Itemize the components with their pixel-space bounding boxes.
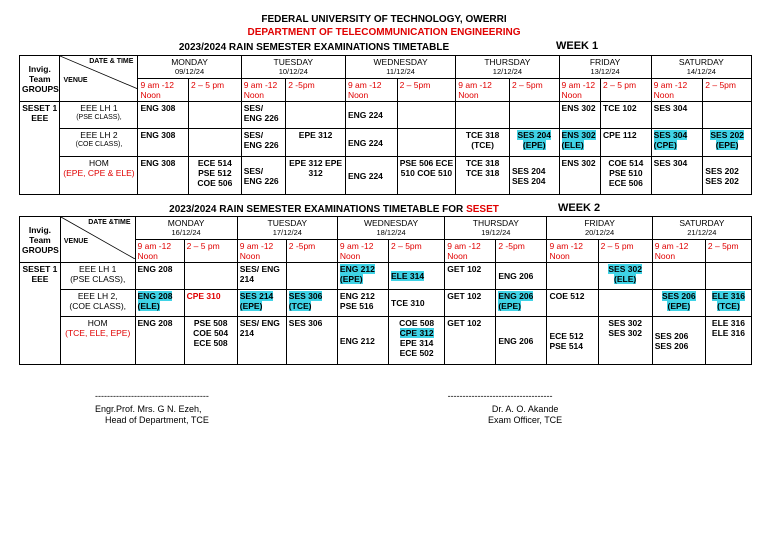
exam-cell: SES/ ENG 226 [241,102,286,129]
exam-cell: SES 202 (EPE) [703,129,752,157]
exam-cell: COE 512 [547,290,598,317]
exam-cell: SES 304 (CPE) [651,129,703,157]
time-slot: 9 am -12 Noon [241,79,286,102]
venue-cell: HOM (TCE, ELE, EPE) [60,317,135,365]
exam-cell [286,263,337,290]
exam-cell [705,263,751,290]
signature-line: ----------------------------------- [447,391,553,401]
time-slot: 2 – 5pm [397,79,456,102]
exam-cell: SES/ ENG 214 [237,317,286,365]
exam-cell: SES 206 (EPE) [652,290,705,317]
time-slot: 9 am -12 Noon [345,79,397,102]
exam-cell: TCE 318 TCE 318 [456,157,510,195]
exam-cell: PSE 508 COE 504 ECE 508 [184,317,237,365]
exam-cell: ELE 314 [389,263,445,290]
exam-cell: ENG 308 [138,157,189,195]
exam-cell: PSE 506 ECE 510 COE 510 [397,157,456,195]
time-slot: 9 am -12 Noon [138,79,189,102]
exam-cell: SES 306 [286,317,337,365]
exam-cell: SES 304 [651,102,703,129]
exam-cell: SES 306 (TCE) [286,290,337,317]
exam-cell: ENG 224 [345,157,397,195]
day-header: FRIDAY 13/12/24 [559,56,651,79]
exam-cell: ENG 224 [345,102,397,129]
signatory-name: Dr. A. O. Akande [491,404,559,414]
exam-cell: SES 214 (EPE) [237,290,286,317]
day-header: MONDAY 09/12/24 [138,56,241,79]
venue-label: VENUE [63,77,88,84]
group-label: SESET 1 EEE [20,102,60,195]
day-header: TUESDAY 10/12/24 [241,56,345,79]
time-slot: 9 am -12 Noon [445,240,496,263]
exam-cell [652,263,705,290]
exam-officer-signature-block [438,391,562,426]
exam-cell: ENG 206 (EPE) [496,290,547,317]
exam-cell: ENG 208 (ELE) [135,290,184,317]
venue-cell: EEE LH 1 (PSE CLASS), [60,263,135,290]
day-header: FRIDAY 20/12/24 [547,217,652,240]
date-venue-header [60,56,138,102]
exam-cell: COE 514 PSE 510 ECE 506 [601,157,652,195]
time-slot: 2 -5pm [496,240,547,263]
exam-cell: ENG 308 [138,102,189,129]
exam-cell [703,102,752,129]
groups-header: Invig. Team GROUPS [20,56,60,102]
exam-cell: ENS 302 [559,157,601,195]
time-slot: 2 – 5pm [703,79,752,102]
exam-cell: GET 102 [445,317,496,365]
exam-cell [189,129,242,157]
exam-cell: ENS 302 [559,102,601,129]
time-slot: 9 am -12 Noon [651,79,703,102]
exam-cell: ECE 512 PSE 514 [547,317,598,365]
week2-timetable [19,216,752,365]
day-header: SATURDAY 21/12/24 [652,217,751,240]
exam-cell: TCE 318 (TCE) [456,129,510,157]
exam-cell: ECE 514 PSE 512 COE 506 [189,157,242,195]
exam-cell: ENG 212 (EPE) [337,263,388,290]
week2-label: WEEK 2 [558,202,601,214]
exam-cell: COE 508 CPE 312 EPE 314 ECE 502 [389,317,445,365]
exam-cell [189,102,242,129]
day-header: WEDNESDAY 11/12/24 [345,56,455,79]
exam-cell: ENG 206 [496,317,547,365]
exam-cell [397,102,456,129]
time-slot: 2 – 5pm [389,240,445,263]
exam-cell [286,102,346,129]
exam-cell: ENG 206 [496,263,547,290]
venue-cell: EEE LH 1 (PSE CLASS), [60,102,138,129]
exam-cell: ELE 316 ELE 316 [705,317,751,365]
exam-cell: ENG 212 PSE 516 [337,290,388,317]
exam-cell: EPE 312 [286,129,346,157]
time-slot: 9 am -12 Noon [135,240,184,263]
day-header: TUESDAY 17/12/24 [237,217,337,240]
exam-cell: SES/ ENG 214 [237,263,286,290]
exam-cell [547,263,598,290]
time-slot: 9 am -12 Noon [547,240,598,263]
signature-line: -------------------------------------- [95,391,209,401]
time-slot: 9 am -12 Noon [559,79,601,102]
exam-cell: SES 202 SES 202 [703,157,752,195]
exam-cell: GET 102 [445,290,496,317]
exam-cell: EPE 312 EPE 312 [286,157,346,195]
exam-cell: SES 302 SES 302 [598,317,652,365]
exam-cell: SES 204 (EPE) [509,129,559,157]
time-slot: 2 – 5 pm [184,240,237,263]
time-slot: 9 am -12 Noon [456,79,510,102]
exam-cell: SES 204 SES 204 [509,157,559,195]
signatory-name: Engr.Prof. Mrs. G N. Ezeh, [95,404,202,414]
venue-cell: HOM (EPE, CPE & ELE) [60,157,138,195]
week1-label: WEEK 1 [556,40,599,52]
date-venue-header [60,217,135,263]
day-header: THURSDAY 19/12/24 [445,217,547,240]
time-slot: 9 am -12 Noon [652,240,705,263]
venue-cell: EEE LH 2, (COE CLASS), [60,290,135,317]
exam-cell: GET 102 [445,263,496,290]
day-header: THURSDAY 12/12/24 [456,56,559,79]
exam-cell: ENG 224 [345,129,397,157]
time-slot: 2 -5pm [286,79,346,102]
exam-cell: ELE 316 (TCE) [705,290,751,317]
university-name: FEDERAL UNIVERSITY OF TECHNOLOGY, OWERRI [261,14,507,25]
week2-title: 2023/2024 RAIN SEMESTER EXAMINATIONS TIMETABLE FOR SESET [169,204,499,215]
exam-cell [456,102,510,129]
group-label: SESET 1 EEE [20,263,61,365]
signatory-title: Exam Officer, TCE [488,415,563,425]
exam-cell: ENG 212 [337,317,388,365]
date-time-label: DATE & TIME [89,58,134,65]
time-slot: 2 – 5 pm [598,240,652,263]
exam-cell: CPE 310 [184,290,237,317]
week1-title: 2023/2024 RAIN SEMESTER EXAMINATIONS TIMETABLE [178,42,450,53]
time-slot: 2 – 5pm [509,79,559,102]
date-time-label: DATE &TIME [88,219,131,226]
time-slot: 2 – 5pm [705,240,751,263]
time-slot: 2 – 5 pm [189,79,242,102]
time-slot: 2 – 5 pm [601,79,652,102]
exam-cell: SES/ ENG 226 [241,129,286,157]
exam-cell: ENG 208 [135,317,184,365]
groups-header: Invig. Team GROUPS [20,217,61,263]
venue-cell: EEE LH 2 (COE CLASS), [60,129,138,157]
day-header: MONDAY 16/12/24 [135,217,237,240]
exam-cell: CPE 112 [601,129,652,157]
week1-timetable [19,55,752,195]
day-header: SATURDAY 14/12/24 [651,56,751,79]
day-header: WEDNESDAY 18/12/24 [337,217,444,240]
exam-cell: ENG 308 [138,129,189,157]
hod-signature-block [95,391,209,426]
time-slot: 2 -5pm [286,240,337,263]
venue-label: VENUE [63,238,89,245]
exam-cell [397,129,456,157]
department-name: DEPARTMENT OF TELECOMMUNICATION ENGINEERING [247,27,521,38]
exam-cell: TCE 102 [601,102,652,129]
exam-cell: TCE 310 [389,290,445,317]
time-slot: 9 am -12 Noon [237,240,286,263]
exam-cell: SES 206 SES 206 [652,317,705,365]
exam-cell: SES 302 (ELE) [598,263,652,290]
exam-cell [598,290,652,317]
exam-cell: ENS 302 (ELE) [559,129,601,157]
exam-cell [184,263,237,290]
signatory-title: Head of Department, TCE [105,415,209,425]
exam-cell: SES 304 [651,157,703,195]
exam-cell [509,102,559,129]
exam-cell: ENG 208 [135,263,184,290]
exam-cell: SES/ ENG 226 [241,157,286,195]
time-slot: 9 am -12 Noon [337,240,388,263]
